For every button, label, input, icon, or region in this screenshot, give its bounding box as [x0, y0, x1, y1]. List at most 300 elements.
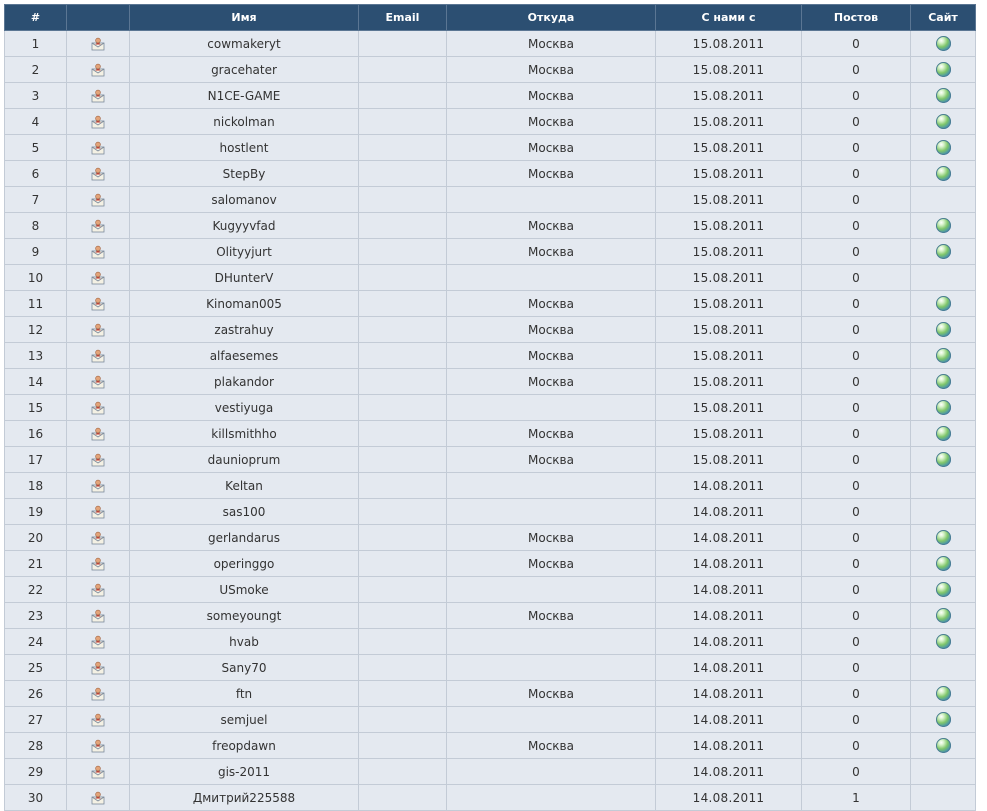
member-number-cell: 27	[5, 707, 67, 733]
member-site-cell	[911, 525, 976, 551]
col-header-joined[interactable]: С нами с	[656, 5, 802, 31]
website-globe-icon[interactable]	[936, 426, 951, 441]
col-header-posts[interactable]: Постов	[802, 5, 911, 31]
pm-envelope-user-icon[interactable]	[91, 323, 105, 337]
member-posts-cell: 1	[802, 785, 911, 811]
member-posts-cell: 0	[802, 629, 911, 655]
member-from-cell: Москва	[447, 733, 656, 759]
member-posts-cell: 0	[802, 343, 911, 369]
member-posts-cell: 0	[802, 759, 911, 785]
member-number-cell: 26	[5, 681, 67, 707]
pm-envelope-user-icon[interactable]	[91, 479, 105, 493]
col-header-from[interactable]: Откуда	[447, 5, 656, 31]
member-posts-cell: 0	[802, 473, 911, 499]
member-email-cell	[359, 525, 447, 551]
member-name-link[interactable]: plakandor	[130, 369, 359, 395]
member-site-cell	[911, 681, 976, 707]
pm-envelope-user-icon[interactable]	[91, 609, 105, 623]
member-joined-cell: 15.08.2011	[656, 239, 802, 265]
member-from-cell	[447, 655, 656, 681]
member-joined-cell: 15.08.2011	[656, 161, 802, 187]
member-posts-cell: 0	[802, 109, 911, 135]
website-globe-icon[interactable]	[936, 114, 951, 129]
member-site-cell	[911, 83, 976, 109]
pm-envelope-user-icon[interactable]	[91, 583, 105, 597]
member-number-cell: 18	[5, 473, 67, 499]
member-posts-cell: 0	[802, 291, 911, 317]
col-header-number[interactable]: #	[5, 5, 67, 31]
member-site-cell	[911, 265, 976, 291]
pm-envelope-user-icon[interactable]	[91, 349, 105, 363]
pm-envelope-user-icon[interactable]	[91, 37, 105, 51]
member-joined-cell: 15.08.2011	[656, 291, 802, 317]
table-row	[5, 239, 976, 265]
member-number-cell: 7	[5, 187, 67, 213]
member-number-cell: 14	[5, 369, 67, 395]
member-joined-cell: 14.08.2011	[656, 551, 802, 577]
member-site-cell	[911, 499, 976, 525]
member-posts-cell: 0	[802, 135, 911, 161]
member-name-link[interactable]: DHunterV	[130, 265, 359, 291]
member-joined-cell: 14.08.2011	[656, 759, 802, 785]
pm-envelope-user-icon[interactable]	[91, 531, 105, 545]
member-from-cell: Москва	[447, 421, 656, 447]
member-number-cell: 12	[5, 317, 67, 343]
pm-cell	[67, 499, 130, 525]
website-globe-icon[interactable]	[936, 530, 951, 545]
pm-envelope-user-icon[interactable]	[91, 115, 105, 129]
member-site-cell	[911, 447, 976, 473]
member-joined-cell: 15.08.2011	[656, 369, 802, 395]
member-from-cell: Москва	[447, 525, 656, 551]
member-joined-cell: 15.08.2011	[656, 421, 802, 447]
member-posts-cell: 0	[802, 655, 911, 681]
member-number-cell: 6	[5, 161, 67, 187]
member-name-link[interactable]: vestiyuga	[130, 395, 359, 421]
member-posts-cell: 0	[802, 707, 911, 733]
member-from-cell	[447, 395, 656, 421]
pm-envelope-user-icon[interactable]	[91, 661, 105, 675]
pm-envelope-user-icon[interactable]	[91, 297, 105, 311]
website-globe-icon[interactable]	[936, 322, 951, 337]
member-from-cell: Москва	[447, 291, 656, 317]
member-posts-cell: 0	[802, 161, 911, 187]
website-globe-icon[interactable]	[936, 400, 951, 415]
member-posts-cell: 0	[802, 733, 911, 759]
website-globe-icon[interactable]	[936, 88, 951, 103]
table-row	[5, 681, 976, 707]
table-row	[5, 83, 976, 109]
member-from-cell: Москва	[447, 109, 656, 135]
member-email-cell	[359, 265, 447, 291]
pm-cell	[67, 109, 130, 135]
pm-envelope-user-icon[interactable]	[91, 375, 105, 389]
pm-envelope-user-icon[interactable]	[91, 765, 105, 779]
pm-cell	[67, 525, 130, 551]
member-joined-cell: 15.08.2011	[656, 187, 802, 213]
member-posts-cell: 0	[802, 603, 911, 629]
member-email-cell	[359, 239, 447, 265]
member-site-cell	[911, 109, 976, 135]
member-email-cell	[359, 291, 447, 317]
pm-cell	[67, 31, 130, 57]
member-name-link[interactable]: nickolman	[130, 109, 359, 135]
header-row	[5, 5, 976, 31]
member-site-cell	[911, 395, 976, 421]
member-name-link[interactable]: ftn	[130, 681, 359, 707]
member-name-link[interactable]: semjuel	[130, 707, 359, 733]
member-email-cell	[359, 707, 447, 733]
member-number-cell: 28	[5, 733, 67, 759]
website-globe-icon[interactable]	[936, 62, 951, 77]
member-joined-cell: 15.08.2011	[656, 83, 802, 109]
member-name-link[interactable]: freopdawn	[130, 733, 359, 759]
member-site-cell	[911, 603, 976, 629]
pm-cell	[67, 187, 130, 213]
pm-envelope-user-icon[interactable]	[91, 401, 105, 415]
member-name-link[interactable]: killsmithho	[130, 421, 359, 447]
pm-envelope-user-icon[interactable]	[91, 219, 105, 233]
member-number-cell: 8	[5, 213, 67, 239]
member-from-cell: Москва	[447, 369, 656, 395]
pm-envelope-user-icon[interactable]	[91, 505, 105, 519]
member-posts-cell: 0	[802, 317, 911, 343]
member-site-cell	[911, 213, 976, 239]
member-posts-cell: 0	[802, 31, 911, 57]
pm-cell	[67, 57, 130, 83]
member-email-cell	[359, 369, 447, 395]
member-from-cell: Москва	[447, 447, 656, 473]
col-header-name[interactable]: Имя	[130, 5, 359, 31]
col-header-pm	[67, 5, 130, 31]
table-row	[5, 109, 976, 135]
pm-cell	[67, 629, 130, 655]
member-joined-cell: 14.08.2011	[656, 473, 802, 499]
pm-envelope-user-icon[interactable]	[91, 167, 105, 181]
member-name-link[interactable]: cowmakeryt	[130, 31, 359, 57]
member-email-cell	[359, 109, 447, 135]
website-globe-icon[interactable]	[936, 556, 951, 571]
member-number-cell: 15	[5, 395, 67, 421]
member-joined-cell: 14.08.2011	[656, 525, 802, 551]
website-globe-icon[interactable]	[936, 244, 951, 259]
member-email-cell	[359, 161, 447, 187]
member-joined-cell: 15.08.2011	[656, 265, 802, 291]
member-number-cell: 11	[5, 291, 67, 317]
member-name-link[interactable]: N1CE-GAME	[130, 83, 359, 109]
website-globe-icon[interactable]	[936, 348, 951, 363]
member-posts-cell: 0	[802, 525, 911, 551]
pm-cell	[67, 291, 130, 317]
pm-cell	[67, 265, 130, 291]
col-header-email[interactable]: Email	[359, 5, 447, 31]
member-name-link[interactable]: Sany70	[130, 655, 359, 681]
member-from-cell: Москва	[447, 681, 656, 707]
member-number-cell: 25	[5, 655, 67, 681]
member-site-cell	[911, 473, 976, 499]
member-from-cell	[447, 759, 656, 785]
pm-envelope-user-icon[interactable]	[91, 713, 105, 727]
member-email-cell	[359, 577, 447, 603]
member-site-cell	[911, 239, 976, 265]
member-name-link[interactable]: gerlandarus	[130, 525, 359, 551]
member-from-cell	[447, 629, 656, 655]
table-row	[5, 525, 976, 551]
table-row	[5, 655, 976, 681]
member-from-cell	[447, 707, 656, 733]
member-number-cell: 9	[5, 239, 67, 265]
member-email-cell	[359, 57, 447, 83]
table-row	[5, 473, 976, 499]
member-joined-cell: 14.08.2011	[656, 603, 802, 629]
pm-envelope-user-icon[interactable]	[91, 193, 105, 207]
member-from-cell: Москва	[447, 57, 656, 83]
member-from-cell: Москва	[447, 603, 656, 629]
member-number-cell: 4	[5, 109, 67, 135]
website-globe-icon[interactable]	[936, 374, 951, 389]
pm-cell	[67, 603, 130, 629]
table-row	[5, 577, 976, 603]
table-row	[5, 265, 976, 291]
member-joined-cell: 14.08.2011	[656, 785, 802, 811]
member-site-cell	[911, 31, 976, 57]
member-name-link[interactable]: alfaesemes	[130, 343, 359, 369]
pm-cell	[67, 369, 130, 395]
member-name-link[interactable]: zastrahuy	[130, 317, 359, 343]
member-number-cell: 24	[5, 629, 67, 655]
member-number-cell: 21	[5, 551, 67, 577]
pm-cell	[67, 83, 130, 109]
member-joined-cell: 14.08.2011	[656, 733, 802, 759]
pm-cell	[67, 395, 130, 421]
website-globe-icon[interactable]	[936, 452, 951, 467]
table-row	[5, 447, 976, 473]
pm-envelope-user-icon[interactable]	[91, 635, 105, 649]
pm-envelope-user-icon[interactable]	[91, 427, 105, 441]
member-email-cell	[359, 135, 447, 161]
website-globe-icon[interactable]	[936, 686, 951, 701]
pm-cell	[67, 447, 130, 473]
member-email-cell	[359, 785, 447, 811]
pm-envelope-user-icon[interactable]	[91, 245, 105, 259]
pm-cell	[67, 135, 130, 161]
col-header-site[interactable]: Сайт	[911, 5, 976, 31]
member-site-cell	[911, 317, 976, 343]
member-email-cell	[359, 681, 447, 707]
table-row	[5, 551, 976, 577]
member-name-link[interactable]: Olityyjurt	[130, 239, 359, 265]
member-name-link[interactable]: Дмитрий225588	[130, 785, 359, 811]
members-table-body	[5, 31, 976, 811]
member-name-link[interactable]: USmoke	[130, 577, 359, 603]
member-name-link[interactable]: someyoungt	[130, 603, 359, 629]
member-number-cell: 29	[5, 759, 67, 785]
member-name-link[interactable]: gracehater	[130, 57, 359, 83]
table-row	[5, 369, 976, 395]
member-from-cell	[447, 577, 656, 603]
member-email-cell	[359, 213, 447, 239]
member-number-cell: 19	[5, 499, 67, 525]
website-globe-icon[interactable]	[936, 634, 951, 649]
table-row	[5, 343, 976, 369]
member-name-link[interactable]: Keltan	[130, 473, 359, 499]
member-name-link[interactable]: gis-2011	[130, 759, 359, 785]
member-site-cell	[911, 57, 976, 83]
member-posts-cell: 0	[802, 83, 911, 109]
website-globe-icon[interactable]	[936, 738, 951, 753]
member-number-cell: 3	[5, 83, 67, 109]
member-email-cell	[359, 187, 447, 213]
table-row	[5, 31, 976, 57]
member-name-link[interactable]: sas100	[130, 499, 359, 525]
pm-cell	[67, 343, 130, 369]
member-from-cell: Москва	[447, 343, 656, 369]
pm-envelope-user-icon[interactable]	[91, 89, 105, 103]
member-number-cell: 10	[5, 265, 67, 291]
website-globe-icon[interactable]	[936, 140, 951, 155]
website-globe-icon[interactable]	[936, 582, 951, 597]
member-number-cell: 1	[5, 31, 67, 57]
member-site-cell	[911, 135, 976, 161]
member-posts-cell: 0	[802, 551, 911, 577]
member-posts-cell: 0	[802, 187, 911, 213]
member-number-cell: 30	[5, 785, 67, 811]
pm-cell	[67, 213, 130, 239]
member-number-cell: 22	[5, 577, 67, 603]
website-globe-icon[interactable]	[936, 712, 951, 727]
pm-envelope-user-icon[interactable]	[91, 687, 105, 701]
member-email-cell	[359, 447, 447, 473]
table-row	[5, 759, 976, 785]
member-name-link[interactable]: Kugyyvfad	[130, 213, 359, 239]
table-row	[5, 499, 976, 525]
member-email-cell	[359, 317, 447, 343]
member-email-cell	[359, 395, 447, 421]
pm-envelope-user-icon[interactable]	[91, 271, 105, 285]
member-email-cell	[359, 603, 447, 629]
member-email-cell	[359, 343, 447, 369]
member-from-cell	[447, 499, 656, 525]
pm-cell	[67, 655, 130, 681]
member-joined-cell: 15.08.2011	[656, 109, 802, 135]
member-name-link[interactable]: salomanov	[130, 187, 359, 213]
member-email-cell	[359, 83, 447, 109]
member-posts-cell: 0	[802, 421, 911, 447]
pm-envelope-user-icon[interactable]	[91, 739, 105, 753]
member-from-cell	[447, 473, 656, 499]
member-name-link[interactable]: Kinoman005	[130, 291, 359, 317]
member-from-cell: Москва	[447, 213, 656, 239]
member-from-cell	[447, 785, 656, 811]
member-name-link[interactable]: hostlent	[130, 135, 359, 161]
member-name-link[interactable]: daunioprum	[130, 447, 359, 473]
pm-envelope-user-icon[interactable]	[91, 453, 105, 467]
members-table-header	[5, 5, 976, 31]
member-joined-cell: 15.08.2011	[656, 135, 802, 161]
website-globe-icon[interactable]	[936, 166, 951, 181]
pm-envelope-user-icon[interactable]	[91, 141, 105, 155]
pm-cell	[67, 577, 130, 603]
member-posts-cell: 0	[802, 395, 911, 421]
pm-envelope-user-icon[interactable]	[91, 791, 105, 805]
member-from-cell: Москва	[447, 317, 656, 343]
table-row	[5, 395, 976, 421]
website-globe-icon[interactable]	[936, 296, 951, 311]
member-from-cell: Москва	[447, 83, 656, 109]
pm-cell	[67, 681, 130, 707]
member-joined-cell: 14.08.2011	[656, 629, 802, 655]
website-globe-icon[interactable]	[936, 608, 951, 623]
pm-cell	[67, 161, 130, 187]
member-posts-cell: 0	[802, 499, 911, 525]
pm-cell	[67, 421, 130, 447]
website-globe-icon[interactable]	[936, 36, 951, 51]
member-number-cell: 17	[5, 447, 67, 473]
member-from-cell	[447, 187, 656, 213]
member-from-cell	[447, 265, 656, 291]
member-joined-cell: 15.08.2011	[656, 213, 802, 239]
member-site-cell	[911, 759, 976, 785]
member-joined-cell: 15.08.2011	[656, 395, 802, 421]
pm-cell	[67, 707, 130, 733]
table-row	[5, 707, 976, 733]
member-number-cell: 16	[5, 421, 67, 447]
member-joined-cell: 15.08.2011	[656, 57, 802, 83]
member-site-cell	[911, 291, 976, 317]
member-number-cell: 20	[5, 525, 67, 551]
member-name-link[interactable]: operinggo	[130, 551, 359, 577]
pm-cell	[67, 785, 130, 811]
member-from-cell: Москва	[447, 135, 656, 161]
table-row	[5, 785, 976, 811]
member-from-cell: Москва	[447, 161, 656, 187]
member-joined-cell: 14.08.2011	[656, 707, 802, 733]
member-site-cell	[911, 655, 976, 681]
member-joined-cell: 14.08.2011	[656, 499, 802, 525]
member-site-cell	[911, 421, 976, 447]
member-joined-cell: 15.08.2011	[656, 447, 802, 473]
member-posts-cell: 0	[802, 213, 911, 239]
pm-cell	[67, 759, 130, 785]
member-email-cell	[359, 733, 447, 759]
pm-cell	[67, 551, 130, 577]
member-posts-cell: 0	[802, 447, 911, 473]
pm-envelope-user-icon[interactable]	[91, 557, 105, 571]
member-site-cell	[911, 785, 976, 811]
member-site-cell	[911, 187, 976, 213]
member-email-cell	[359, 629, 447, 655]
member-from-cell: Москва	[447, 551, 656, 577]
member-from-cell: Москва	[447, 31, 656, 57]
member-email-cell	[359, 759, 447, 785]
member-name-link[interactable]: hvab	[130, 629, 359, 655]
website-globe-icon[interactable]	[936, 218, 951, 233]
members-table	[4, 4, 976, 811]
member-number-cell: 2	[5, 57, 67, 83]
member-site-cell	[911, 707, 976, 733]
member-email-cell	[359, 31, 447, 57]
member-posts-cell: 0	[802, 239, 911, 265]
member-site-cell	[911, 161, 976, 187]
pm-cell	[67, 317, 130, 343]
member-joined-cell: 15.08.2011	[656, 317, 802, 343]
member-email-cell	[359, 499, 447, 525]
pm-cell	[67, 733, 130, 759]
member-name-link[interactable]: StepBy	[130, 161, 359, 187]
pm-envelope-user-icon[interactable]	[91, 63, 105, 77]
member-joined-cell: 14.08.2011	[656, 577, 802, 603]
table-row	[5, 213, 976, 239]
